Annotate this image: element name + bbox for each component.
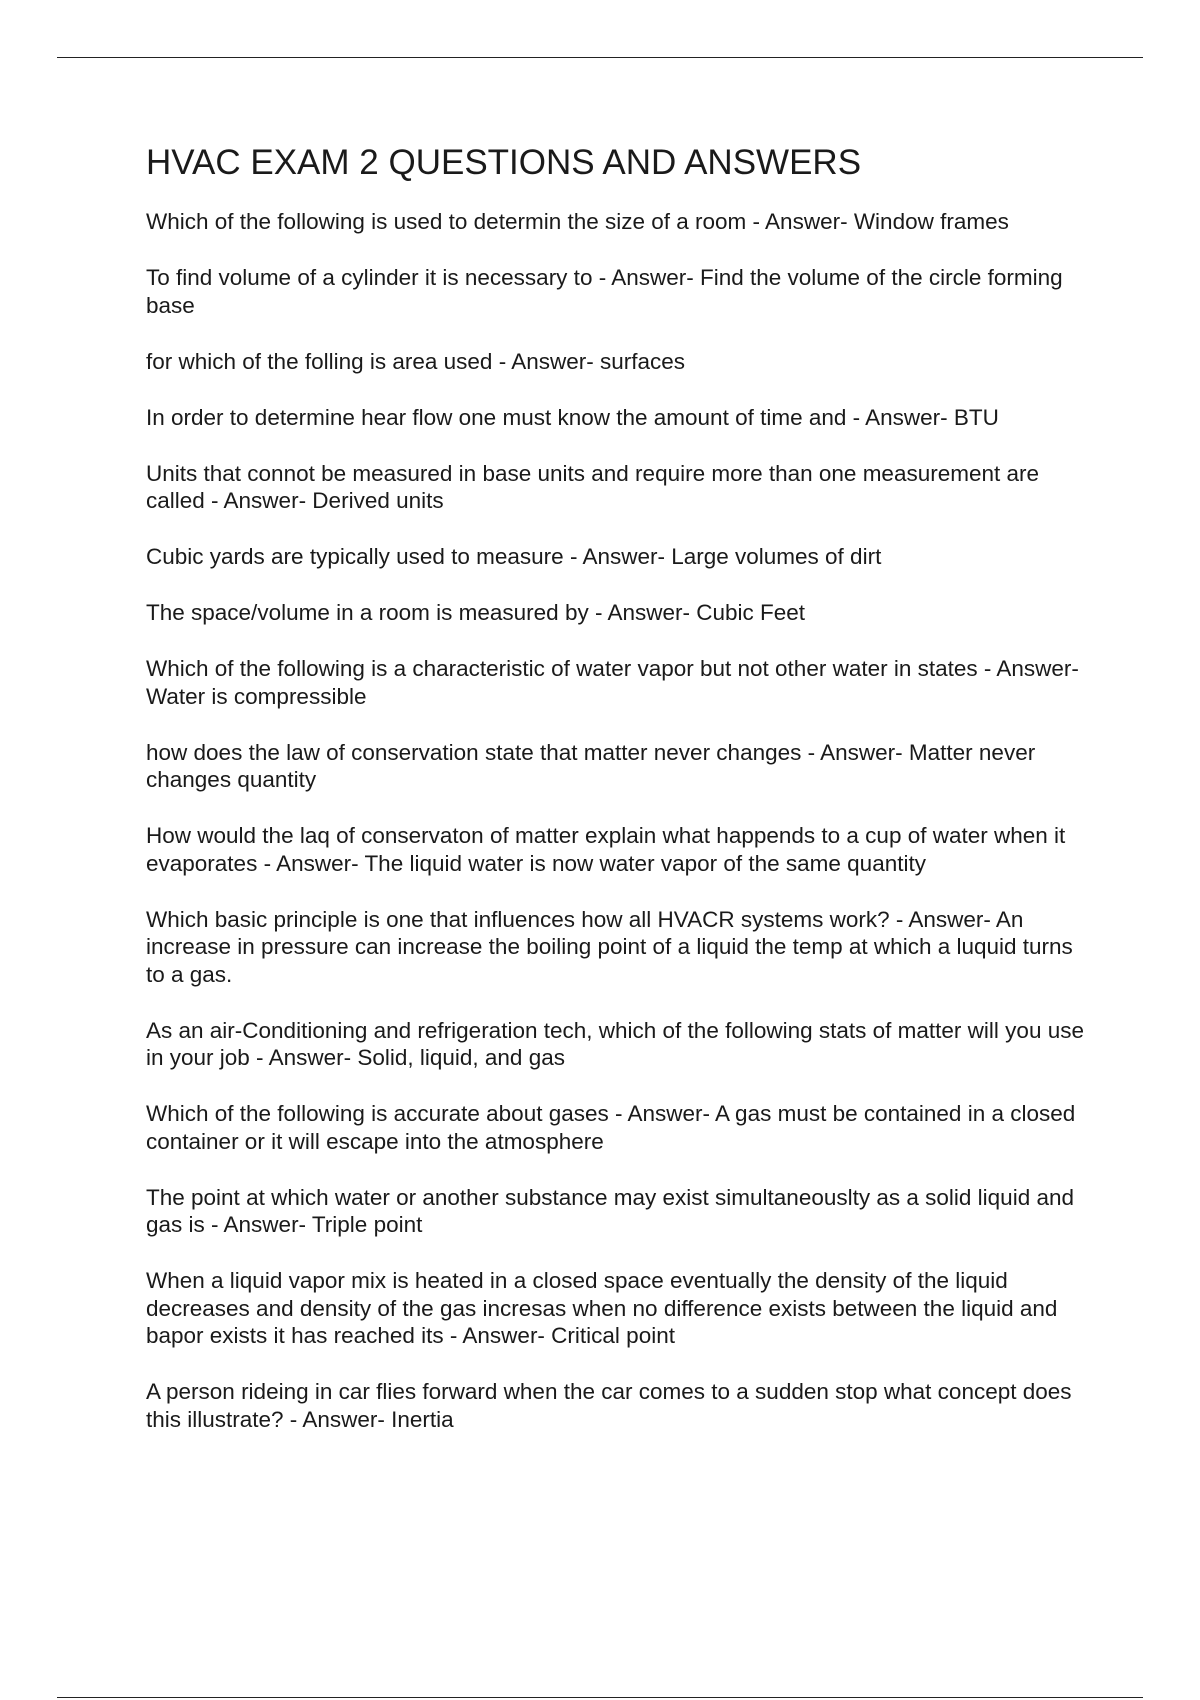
qa-item: Which basic principle is one that influences how all HVACR systems work? - Answer- An increase in pressure can increase the boiling point of a liquid the temp at which a luquid turns to a gas. bbox=[146, 906, 1073, 987]
qa-item: How would the laq of conservaton of matter explain what happends to a cup of water when it evaporates - Answer- The liquid water is now water vapor of the same quantity bbox=[146, 823, 1066, 876]
qa-item: As an air-Conditioning and refrigeration tech, which of the following stats of matter will you use in your job - Answer- Solid, liquid, and gas bbox=[146, 1017, 1084, 1070]
qa-item: In order to determine hear flow one must know the amount of time and - Answer- BTU bbox=[146, 404, 999, 430]
qa-item: Which of the following is used to determin the size of a room - Answer- Window frames bbox=[146, 209, 1009, 234]
qa-item: To find volume of a cylinder it is necessary to - Answer- Find the volume of the circle forming base bbox=[146, 265, 1063, 318]
qa-item: When a liquid vapor mix is heated in a closed space eventually the density of the liquid decreases and density of the gas incresas when no difference exists between the liquid and bapor exists it has reached its - Answer- Critical point bbox=[146, 1268, 1058, 1348]
qa-item: Units that connot be measured in base units and require more than one measurement are called - Answer- Derived units bbox=[146, 460, 1040, 513]
qa-list bbox=[146, 208, 1091, 1433]
document-body bbox=[146, 140, 1091, 1462]
qa-item: Which of the following is a characteristic of water vapor but not other water in states - Answer- Water is compressible bbox=[146, 656, 1079, 709]
qa-item: A person rideing in car flies forward when the car comes to a sudden stop what concept does this illustrate? - Answer- Inertia bbox=[146, 1379, 1072, 1432]
top-rule bbox=[57, 57, 1143, 58]
bottom-rule bbox=[57, 1697, 1143, 1698]
qa-item: for which of the folling is area used - Answer- surfaces bbox=[146, 348, 686, 374]
qa-item: The point at which water or another substance may exist simultaneouslty as a solid liquid and gas is - Answer- Triple point bbox=[146, 1184, 1074, 1237]
qa-item: how does the law of conservation state that matter never changes - Answer- Matter never changes quantity bbox=[146, 739, 1036, 792]
qa-item: Which of the following is accurate about gases - Answer- A gas must be contained in a closed container or it will escape into the atmosphere bbox=[146, 1101, 1076, 1154]
page-title: HVAC EXAM 2 QUESTIONS AND ANSWERS bbox=[146, 143, 862, 182]
qa-item: Cubic yards are typically used to measure - Answer- Large volumes of dirt bbox=[146, 544, 882, 569]
qa-item: The space/volume in a room is measured by - Answer- Cubic Feet bbox=[146, 600, 806, 625]
